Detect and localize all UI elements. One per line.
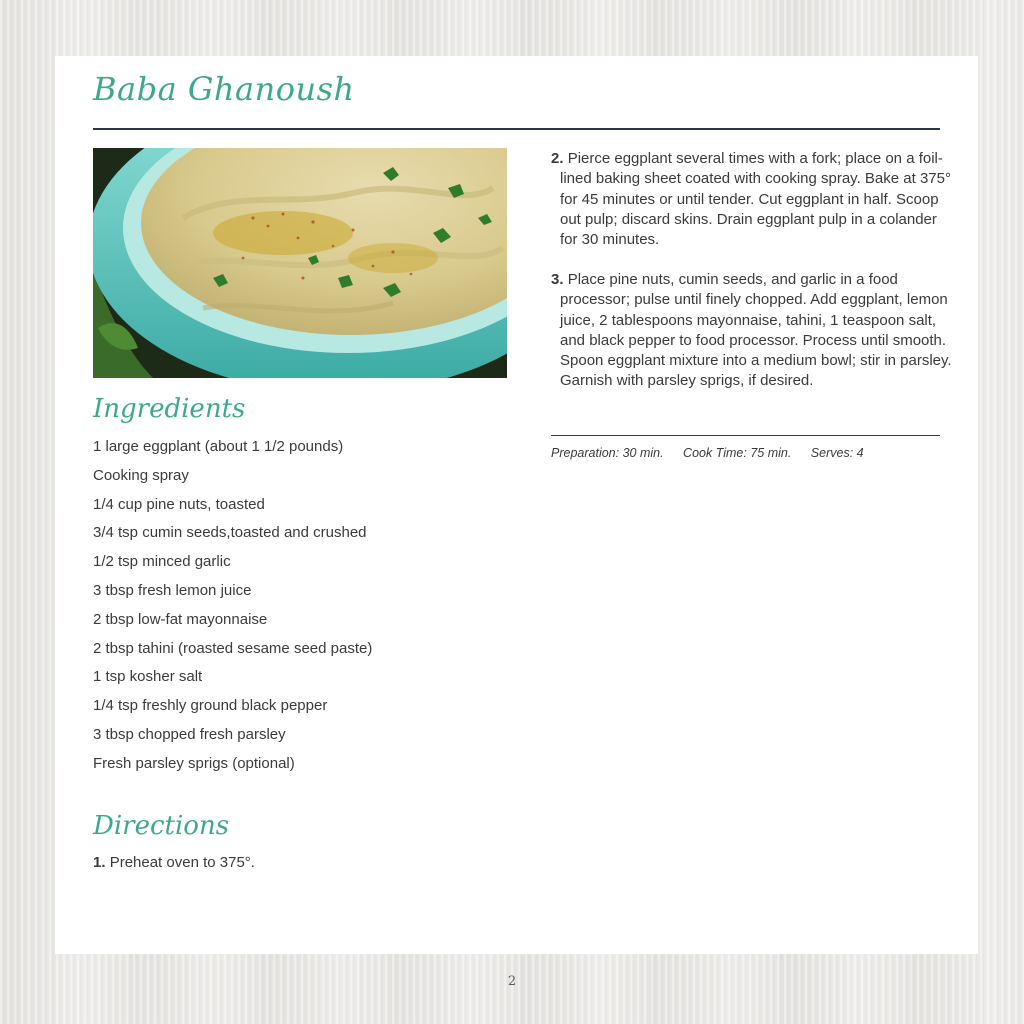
- title-divider: [93, 128, 940, 130]
- meta-divider: [551, 435, 940, 436]
- ingredient-item: 2 tbsp low-fat mayonnaise: [93, 610, 268, 628]
- preparation-time: Preparation: 30 min.: [551, 446, 664, 460]
- direction-step-2: [551, 149, 952, 250]
- page-number: 2: [507, 974, 517, 989]
- servings: Serves: 4: [810, 446, 864, 460]
- recipe-meta: [551, 446, 880, 460]
- ingredients-list: [93, 437, 372, 783]
- ingredient-item: 1 large eggplant (about 1 1/2 pounds): [93, 438, 344, 455]
- ingredient-item: Fresh parsley sprigs (optional): [93, 754, 295, 772]
- ingredient-item: 2 tbsp tahini (roasted sesame seed paste): [93, 639, 373, 657]
- ingredient-item: 3/4 tsp cumin seeds,toasted and crushed: [93, 524, 367, 542]
- step-text: Pierce eggplant several times with a fork; place on a foil-lined baking sheet coated with cooking spray. Bake at 375° for 45 minutes or until tender. Cut eggplant in half. Scoop out pulp; discard skins. Drain eggplant pulp in a colander for 30 minutes.: [560, 150, 951, 249]
- directions-heading: Directions: [93, 811, 230, 841]
- ingredient-item: 1/4 tsp freshly ground black pepper: [93, 697, 328, 715]
- cook-time: Cook Time: 75 min.: [683, 446, 792, 460]
- direction-step-3: [551, 270, 952, 392]
- recipe-card: [55, 56, 978, 954]
- ingredient-item: 1 tsp kosher salt: [93, 668, 203, 686]
- ingredient-item: Cooking spray: [93, 466, 189, 484]
- step-number: 1.: [93, 854, 106, 871]
- ingredient-item: 3 tbsp chopped fresh parsley: [93, 725, 286, 743]
- ingredients-heading: Ingredients: [93, 394, 246, 424]
- ingredient-item: 3 tbsp fresh lemon juice: [93, 581, 252, 599]
- step-text: Place pine nuts, cumin seeds, and garlic in a food processor; pulse until finely chopped. Add eggplant, lemon juice, 2 tablespoons mayonnaise, tahini, 1 teaspoon salt, and black pepper to food processor. Process until smooth. Spoon eggplant mixture into a medium bowl; stir in parsley. Garnish with parsley sprigs, if desired.: [560, 271, 952, 390]
- recipe-photo: [93, 148, 507, 378]
- direction-step-1: [93, 853, 255, 873]
- step-text: Preheat oven to 375°.: [109, 854, 255, 871]
- recipe-title: Baba Ghanoush: [93, 70, 355, 108]
- step-number: 2.: [551, 150, 564, 167]
- step-number: 3.: [551, 271, 564, 288]
- ingredient-item: 1/2 tsp minced garlic: [93, 553, 231, 571]
- ingredient-item: 1/4 cup pine nuts, toasted: [93, 495, 265, 513]
